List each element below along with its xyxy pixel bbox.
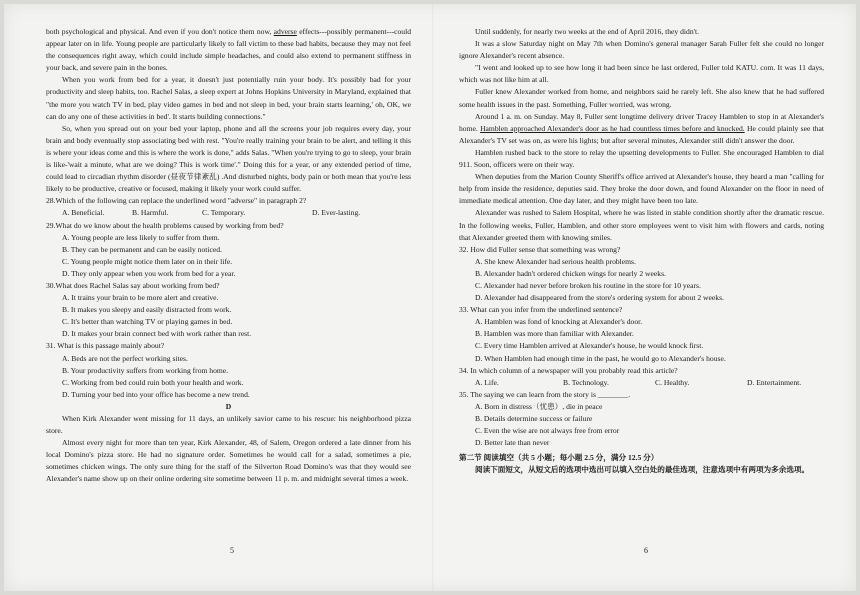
option[interactable]: D. Entertainment.: [747, 377, 802, 387]
option[interactable]: D. They only appear when you work from bed for a year.: [62, 268, 236, 278]
option[interactable]: D. Alexander had disappeared from the store's ordering system for about 2 weeks.: [475, 293, 724, 303]
option[interactable]: D. Better late than never: [475, 438, 550, 448]
option[interactable]: D. When Hamblen had enough time in the past, he would go to Alexander's house.: [475, 353, 726, 363]
option[interactable]: B. It makes you sleepy and easily distracted from work.: [62, 305, 232, 315]
q34-options: [459, 377, 824, 389]
option[interactable]: D. Ever-lasting.: [312, 208, 361, 218]
paragraph: Around 1 a. m. on Sunday. May 8, Fuller sent longtime delivery driver Tracey Hamblen to stop in at Alexander's home. Hamblen approached Alexander's door as he had countless times before and knocked. He could plainly see that Alexander's TV set was on, as were his lights; but after several minutes, Alexander still didn't answer the door.: [459, 111, 825, 145]
question-28: 28.Which of the following can replace the underlined word "adverse" in paragraph 2?: [46, 196, 307, 206]
question-29: 29.What do we know about the health problems caused by working from bed?: [46, 220, 284, 230]
option[interactable]: C. Even the wise are not always free from error: [475, 426, 620, 436]
option[interactable]: A. She knew Alexander had serious health problems.: [475, 256, 636, 266]
question-33: 33. What can you infer from the underlined sentence?: [459, 305, 623, 315]
question-31: 31. What is this passage mainly about?: [46, 341, 165, 351]
paragraph: When Kirk Alexander went missing for 11 days, an unlikely savior came to his rescue: his neighborhood pizza store.: [46, 414, 411, 436]
right-column: [459, 26, 824, 476]
paragraph: It was a slow Saturday night on May 7th when Domino's general manager Sarah Fuller felt she could no longer ignore Alexander's recent absence.: [459, 39, 824, 61]
paragraph: Alexander was rushed to Salem Hospital, where he was listed in stable condition shortly after the dramatic rescue. In the following weeks, Fuller, Hamblen, and other store employees went to visit him with flowers and cards, noting that Alexander greeted them with knowing smiles.: [459, 208, 824, 242]
option[interactable]: A. Beneficial.: [62, 208, 105, 218]
paragraph: When deputies from the Marion County Sheriff's office arrived at Alexander's house, they heard a man "calling for help from inside the residence, deputies said. They broke the door down, and found Alexander on the floor in need of immediate medical attention. One day later, and they might have been too late.: [459, 172, 824, 206]
page-number: 5: [230, 546, 234, 555]
option[interactable]: B. Harmful.: [132, 208, 169, 218]
option[interactable]: B. Details determine success or failure: [475, 414, 593, 423]
option[interactable]: A. Young people are less likely to suffer from them.: [62, 232, 220, 242]
option[interactable]: C. Working from bed could ruin both your health and work.: [62, 377, 244, 387]
paragraph: both psychological and physical. And even if you don't notice them now, adverse effects---possibly permanent---could appear later on in life. Young people are particularly likely to fall victim to these bad habits, because they may not feel the consequences right away, which could include simple headaches, and could also extend to permanent stiffness in your back, and severe pain in the bones.: [46, 27, 412, 73]
paragraph: So, when you spread out on your bed your laptop, phone and all the screens your job requires every day, your brain and body eventually stop associating bed with rest. "You're really training your brain to be alert, and telling it this is where your ideas come and this is where the work is done," adds Salas. "When you're trying to go to sleep, your brain is like-'wait a minute, what are we doing? This is work time'." Doing this for a year, or any extended period of time, could lead to circadian rhythm disorder (昼夜节律紊乱) .And disturbed nights, body pain or both mean that you're less likely to be productive, creative or focused, making it likely your work could suffer.: [46, 123, 411, 194]
instructions: 阅读下面短文，从短文后的选项中选出可以填入空白处的最佳选项，注意选项中有两项为多余选项。: [475, 465, 810, 475]
section-heading: 第二节 阅读填空（共 5 小题；每小题 2.5 分，满分 12.5 分）: [459, 453, 659, 463]
paragraph: Hamblen rushed back to the store to relay the upsetting developments to Fuller. She encouraged Hamblen to dial 911. Soon, officers were on their way.: [459, 147, 824, 170]
option[interactable]: B. Your productivity suffers from working from home.: [62, 365, 229, 375]
option[interactable]: C. Temporary.: [202, 208, 246, 218]
question-35: 35. The saying we can learn from the story is ________.: [459, 389, 631, 399]
option[interactable]: B. Hamblen was more than familiar with Alexander.: [475, 329, 634, 339]
option[interactable]: A. Beds are not the perfect working sites.: [62, 353, 188, 363]
question-30: 30.What does Rachel Salas say about working from bed?: [46, 280, 220, 290]
underlined-word: adverse: [273, 27, 297, 36]
option[interactable]: A. Born in distress（忧患）, die in peace: [475, 401, 603, 411]
option[interactable]: B. Alexander hadn't ordered chicken wings for nearly 2 weeks.: [475, 268, 666, 278]
option[interactable]: C. Every time Hamblen arrived at Alexander's house, he would knock first.: [475, 341, 704, 351]
paragraph: Fuller knew Alexander worked from home, and neighbors said he rarely left. She also knew that he had suffered some health issues in the past. Something, Fuller worried, was wrong.: [459, 87, 824, 109]
left-column: [46, 26, 411, 486]
option[interactable]: A. Life.: [475, 377, 499, 387]
section-heading: D: [225, 401, 232, 411]
paragraph: Until suddenly, for nearly two weeks at the end of April 2016, they didn't.: [475, 27, 700, 36]
option[interactable]: A. Hamblen was fond of knocking at Alexander's door.: [475, 317, 643, 327]
underlined-sentence: Hamblen approached Alexander's door as he had countless times before and knocked.: [480, 123, 745, 133]
option[interactable]: C. Healthy.: [655, 377, 690, 387]
paragraph: When you work from bed for a year, it doesn't just potentially ruin your body. It's possibly bad for your productivity and sleep habits, too. Rachel Salas, a sleep expert at Johns Hopkins University in Maryland, explained that "the more you watch TV in bed, play video games in bed and not sleep in bed, your brain starts learning,' oh, OK, we can do any one of these activities in bed'. It starts building connections.": [46, 75, 411, 121]
option[interactable]: C. It's better than watching TV or playing games in bed.: [62, 317, 233, 327]
q28-options: [46, 207, 411, 219]
paragraph: Almost every night for more than ten year, Kirk Alexander, 48, of Salem, Oregon ordered a late dinner from his local Domino's pizza store. He had no signature order. Sometimes he would call for a salad, sometimes a pie, sometimes chicken wings. The only sure thing for the staff of the Silverton Road Domino's was that they would see Alexander's name show up on their online ordering site sometime between 11 p. m. and midnight several times a week.: [46, 438, 411, 484]
paragraph: "I went and looked up to see how long it had been since he last ordered, Fuller told KATU. com. It was 11 days, which was not like him at all.: [459, 63, 824, 85]
exam-sheet: [4, 4, 856, 591]
page-fold: [432, 4, 434, 591]
page-number: 6: [644, 546, 648, 555]
option[interactable]: A. It trains your brain to be more alert and creative.: [62, 293, 219, 303]
question-34: 34. In which column of a newspaper will you probably read this article?: [459, 365, 678, 375]
option[interactable]: B. They can be permanent and can be easily noticed.: [62, 244, 222, 254]
option[interactable]: D. Turning your bed into your office has become a new trend.: [62, 389, 250, 399]
option[interactable]: C. Alexander had never before broken his routine in the store for 10 years.: [475, 280, 701, 290]
option[interactable]: D. It makes your brain connect bed with work rather than rest.: [62, 329, 252, 339]
option[interactable]: C. Young people might notice them later on in their life.: [62, 256, 233, 266]
question-32: 32. How did Fuller sense that something was wrong?: [459, 244, 621, 254]
option[interactable]: B. Technology.: [563, 377, 609, 387]
